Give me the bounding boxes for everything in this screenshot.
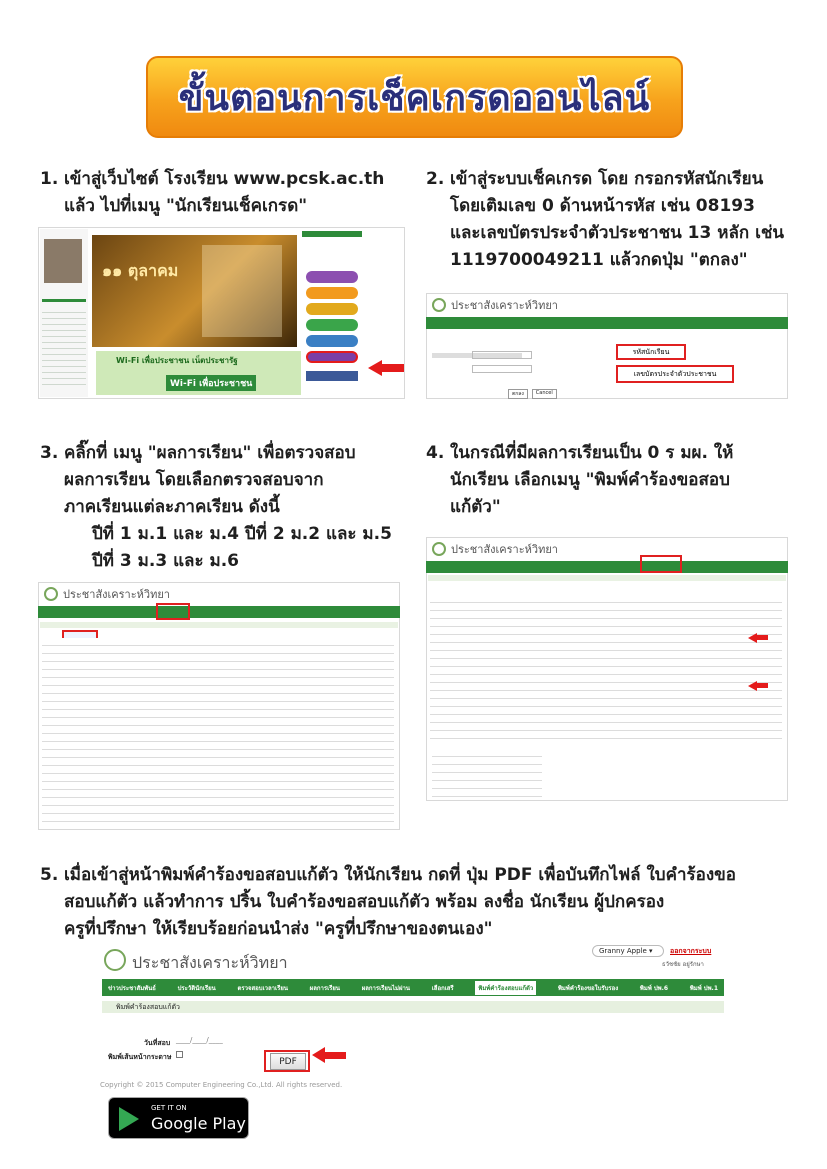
nav-grades[interactable]: ผลการเรียน <box>309 984 340 992</box>
exam-date-field[interactable]: ____/____/____ <box>176 1036 223 1044</box>
citizen-id-input[interactable] <box>472 365 532 373</box>
grades-menu-highlight[interactable] <box>156 603 190 620</box>
step-2: 2. เข้าสู่ระบบเช็คเกรด โดย กรอกรหัสนักเรียน โดยเติมเลข 0 ด้านหน้ารหัส เช่น 08193 และเลขบัตรประจำตัวประชาชน 13 หลัก เช่น 1119700049211 แล้วกดปุ่ม "ตกลง" <box>426 169 785 270</box>
student-grade-menu[interactable] <box>306 351 358 363</box>
site-title: ประชาสังเคราะห์วิทยา <box>451 543 558 556</box>
student-id-label-box: รหัสนักเรียน <box>616 344 686 360</box>
google-play-icon <box>119 1107 139 1131</box>
step-4: 4. ในกรณีที่มีผลการเรียนเป็น 0 ร มผ. ให้ นักเรียน เลือกเมนู "พิมพ์คำร้องขอสอบ แก้ตัว" <box>426 443 734 517</box>
screenshot-failing-grades <box>426 537 788 801</box>
screenshot-grades <box>38 582 400 830</box>
gplay-small-text: GET IT ON <box>151 1104 187 1112</box>
student-id-input[interactable] <box>472 351 532 359</box>
print-retest-menu-highlight[interactable] <box>640 555 682 573</box>
nav-attendance[interactable]: ตรวจสอบเวลาเรียน <box>237 984 288 992</box>
gplay-big-text: Google Play <box>151 1114 246 1133</box>
logout-link[interactable]: ออกจากระบบ <box>670 947 712 955</box>
title-banner <box>146 56 683 138</box>
print-line-checkbox[interactable] <box>176 1051 183 1058</box>
google-play-badge[interactable] <box>108 1097 249 1139</box>
main-nav <box>102 979 724 996</box>
school-logo-icon <box>432 542 446 556</box>
school-logo-icon <box>432 298 446 312</box>
wifi-subtitle: Wi-Fi เพื่อประชาชน <box>166 375 256 391</box>
citizen-id-label-box: เลขบัตรประจำตัวประชาชน <box>616 365 734 383</box>
step-5: 5. เมื่อเข้าสู่หน้าพิมพ์คำร้องขอสอบแก้ตัว ให้นักเรียน กดที่ ปุ่ม PDF เพื่อบันทึกไฟล์ ใบคำร้องขอ สอบแก้ตัว แล้วทำการ ปริ้น ใบคำร้องขอสอบแก้ตัว พร้อม ลงชื่อ นักเรียน ผู้ปกครอง ครูที่ปรึกษา ให้เรียบร้อยก่อนนำส่ง "ครูที่ปรึกษาของตนเอง" <box>40 865 736 939</box>
print-line-label: พิมพ์เส้นหน้ากระดาษ <box>108 1053 172 1061</box>
exam-date-label: วันที่สอบ <box>144 1039 171 1047</box>
nav-print-retest[interactable]: พิมพ์คำร้องสอบแก้ตัว <box>475 981 536 995</box>
nav-student-profile[interactable]: ประวัตินักเรียน <box>177 984 216 992</box>
pdf-button[interactable]: PDF <box>270 1053 306 1070</box>
hero-date: ๑๑ ตุลาคม <box>102 261 179 280</box>
ok-button[interactable]: ตกลง <box>508 389 528 399</box>
nav-print-certificate[interactable]: พิมพ์คำร้องขอใบรับรอง <box>557 984 619 992</box>
section-header: พิมพ์คำร้องสอบแก้ตัว <box>102 1001 724 1013</box>
screenshot-school-website <box>38 227 405 399</box>
screenshot-login <box>426 293 788 399</box>
copyright: Copyright © 2015 Computer Engineering Co.,Ltd. All rights reserved. <box>100 1081 343 1089</box>
nav-print-pp1[interactable]: พิมพ์ ปพ.1 <box>689 984 718 992</box>
nav-electives[interactable]: เลือกเสรี <box>431 984 454 992</box>
site-title: ประชาสังเคราะห์วิทยา <box>63 588 170 601</box>
cancel-button[interactable]: Cancel <box>532 389 557 399</box>
banner-title: ขั้นตอนการเช็คเกรดออนไลน์ <box>178 77 651 119</box>
site-title: ประชาสังเคราะห์วิทยา <box>451 299 558 312</box>
school-logo-icon <box>104 949 126 971</box>
school-logo-icon <box>44 587 58 601</box>
wifi-headline: Wi-Fi เพื่อประชาชน เน็ตประชารัฐ <box>116 356 238 365</box>
step-3: 3. คลิ๊กที่ เมนู "ผลการเรียน" เพื่อตรวจสอบ ผลการเรียน โดยเลือกตรวจสอบจาก ภาคเรียนแต่ละภาคเรียน ดังนี้ ปีที่ 1 ม.1 และ ม.4 ปีที่ 2 ม.2 และ ม.5 ปีที่ 3 ม.3 และ ม.6 <box>40 443 392 571</box>
user-menu[interactable]: Granny Apple ▾ <box>592 945 664 957</box>
user-name: ธวัชชัย อยู่รักษา <box>662 961 704 968</box>
nav-news[interactable]: ข่าวประชาสัมพันธ์ <box>108 984 156 992</box>
site-title: ประชาสังเคราะห์วิทยา <box>132 953 288 972</box>
nav-failed-grades[interactable]: ผลการเรียนไม่ผ่าน <box>361 984 410 992</box>
step-1: 1. เข้าสู่เว็บไซต์ โรงเรียน www.pcsk.ac.th แล้ว ไปที่เมนู "นักเรียนเช็คเกรด" <box>40 169 385 216</box>
nav-print-pp6[interactable]: พิมพ์ ปพ.6 <box>639 984 669 992</box>
